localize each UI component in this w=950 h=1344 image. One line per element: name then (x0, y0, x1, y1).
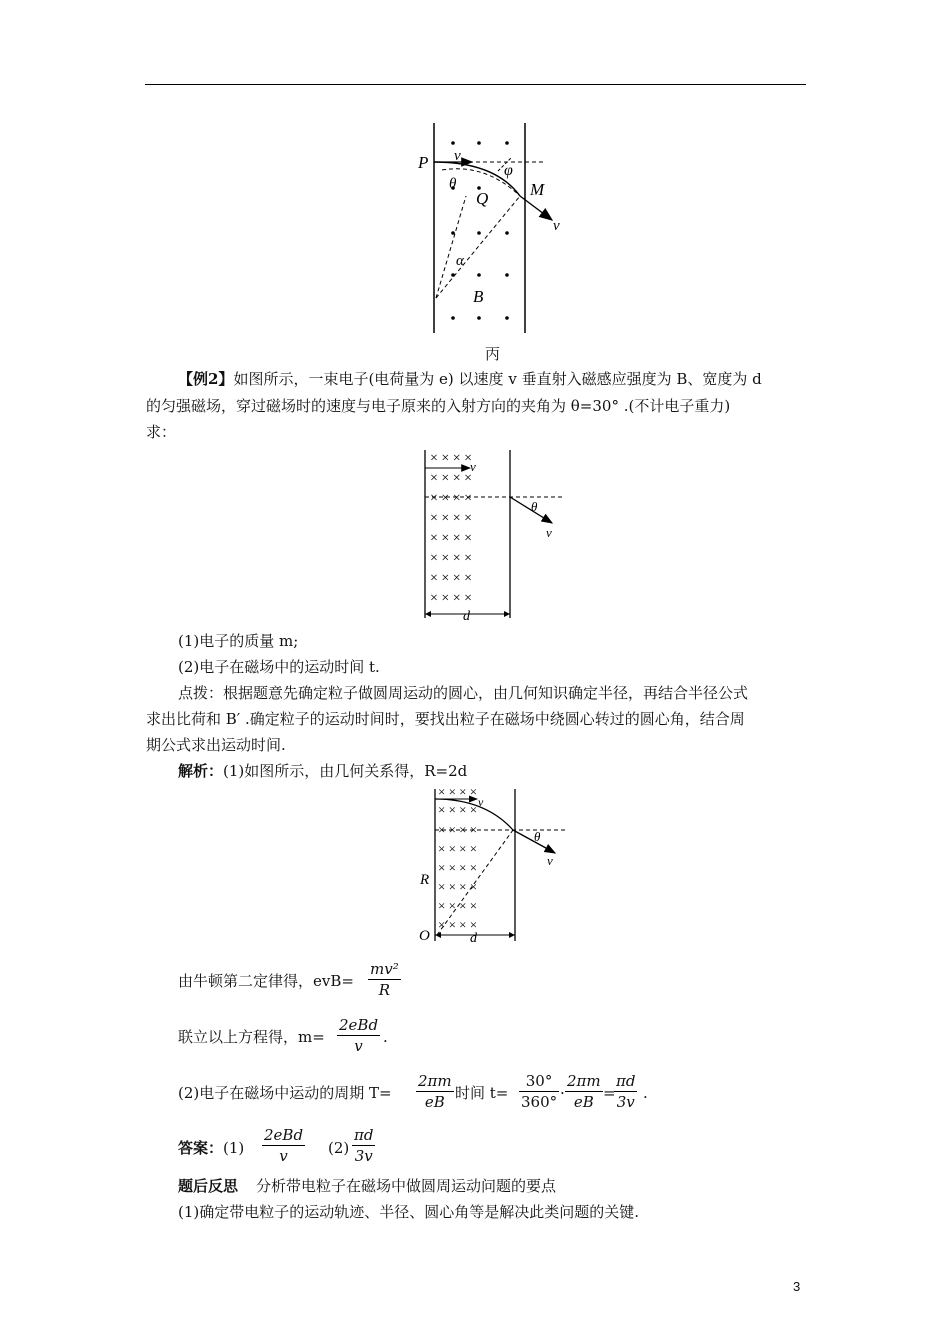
svg-text:× × × ×: × × × × (438, 860, 478, 875)
svg-text:× × × ×: × × × × (430, 491, 473, 506)
label-Q: Q (476, 189, 489, 208)
figure-bing (410, 118, 580, 340)
time-fraction-result: πd 3v (616, 1072, 636, 1111)
label-O: O (419, 928, 430, 944)
answer-line: 答案：(1) (178, 1139, 245, 1157)
label-v-in: v (478, 795, 484, 809)
svg-text:× × × ×: × × × × (438, 917, 478, 932)
answer-fraction-2: πd 3v (354, 1126, 374, 1165)
reflection-label: 题后反思 (178, 1177, 239, 1195)
example-tag: 【例2】 (178, 370, 234, 388)
hint-line-3: 期公式求出运动时间. (146, 736, 286, 754)
hint-line-1: 点拨：根据题意先确定粒子做圆周运动的圆心，由几何知识确定半径，再结合半径公式 (178, 684, 749, 702)
time-word: 时间 t= (455, 1084, 509, 1102)
svg-text:× × × ×: × × × × (438, 822, 478, 837)
example-line-2: 的匀强磁场，穿过磁场时的速度与电子原来的入射方向的夹角为 θ=30° .(不计电子重力) (146, 397, 731, 415)
newton-equation: 由牛顿第二定律得，evB= (178, 972, 354, 990)
question-1: (1)电子的质量 m; (178, 632, 299, 650)
label-M: M (530, 180, 545, 199)
answer-part-2: (2) (328, 1139, 350, 1157)
combine-equation: 联立以上方程得，m= (178, 1028, 325, 1046)
label-v-out: v (547, 853, 553, 868)
svg-text:× × × ×: × × × × (430, 451, 473, 466)
question-2: (2)电子在磁场中的运动时间 t. (178, 658, 380, 676)
header-rule (145, 84, 806, 85)
solution-label: 解析： (178, 762, 224, 780)
svg-text:× × × ×: × × × × (438, 879, 478, 894)
combine-fraction: 2eBd v (339, 1016, 379, 1055)
newton-fraction: mv² R (370, 960, 399, 999)
label-theta: θ (449, 176, 457, 192)
time-equals: = (603, 1084, 616, 1102)
svg-text:× × × ×: × × × × (438, 785, 478, 799)
label-P: P (418, 153, 429, 172)
solution-part-1: 解析：(1)如图所示，由几何关系得，R=2d (178, 762, 468, 780)
label-B: B (473, 287, 484, 306)
time-fraction-period: 2πm eB (567, 1072, 601, 1111)
label-v-in: v (470, 459, 476, 474)
answer-fraction-1: 2eBd v (264, 1126, 304, 1165)
label-d: d (463, 609, 470, 624)
figure-solution (415, 785, 575, 950)
hint-line-2: 求出比荷和 B′ .确定粒子的运动时间时，要找出粒子在磁场中绕圆心转过的圆心角，结合周 (146, 710, 745, 728)
label-theta: θ (531, 499, 538, 514)
svg-text:× × × ×: × × × × (430, 591, 473, 606)
label-d: d (470, 931, 477, 946)
svg-text:× × × ×: × × × × (430, 511, 473, 526)
label-theta: θ (534, 829, 541, 844)
svg-text:× × × ×: × × × × (430, 551, 473, 566)
combine-end: . (383, 1028, 388, 1046)
label-R: R (420, 872, 430, 888)
answer-label: 答案： (178, 1139, 224, 1157)
label-alpha: α (456, 253, 464, 269)
example-line-3: 求： (146, 423, 177, 441)
field-crosses (438, 785, 477, 932)
reflection-item-1: (1)确定带电粒子的运动轨迹、半径、圆心角等是解决此类问题的关键. (178, 1203, 640, 1221)
label-v-out: v (546, 525, 552, 540)
time-end: . (643, 1084, 648, 1102)
svg-text:× × × ×: × × × × (438, 802, 478, 817)
svg-text:× × × ×: × × × × (438, 898, 478, 913)
svg-text:× × × ×: × × × × (438, 841, 478, 856)
label-phi: φ (504, 162, 513, 179)
example-line-1: 【例2】如图所示，一束电子(电荷量为 e) 以速度 v 垂直射入磁感应强度为 B、宽度为 d (178, 370, 762, 388)
label-v-out: v (553, 218, 560, 234)
svg-text:× × × ×: × × × × (430, 471, 473, 486)
svg-text:× × × ×: × × × × (430, 531, 473, 546)
reflection-heading: 题后反思 分析带电粒子在磁场中做圆周运动问题的要点 (178, 1177, 557, 1195)
svg-text:× × × ×: × × × × (430, 571, 473, 586)
period-fraction: 2πm eB (418, 1072, 452, 1111)
period-equation: (2)电子在磁场中运动的周期 T= (178, 1084, 392, 1102)
label-v-in: v (454, 148, 461, 164)
page-number: 3 (793, 1279, 801, 1294)
time-dot: · (560, 1084, 565, 1102)
figure-caption: 丙 (485, 345, 501, 363)
time-fraction-angle: 30° 360° (521, 1072, 558, 1111)
figure-field-crosses (410, 446, 570, 626)
field-crosses (430, 451, 472, 606)
